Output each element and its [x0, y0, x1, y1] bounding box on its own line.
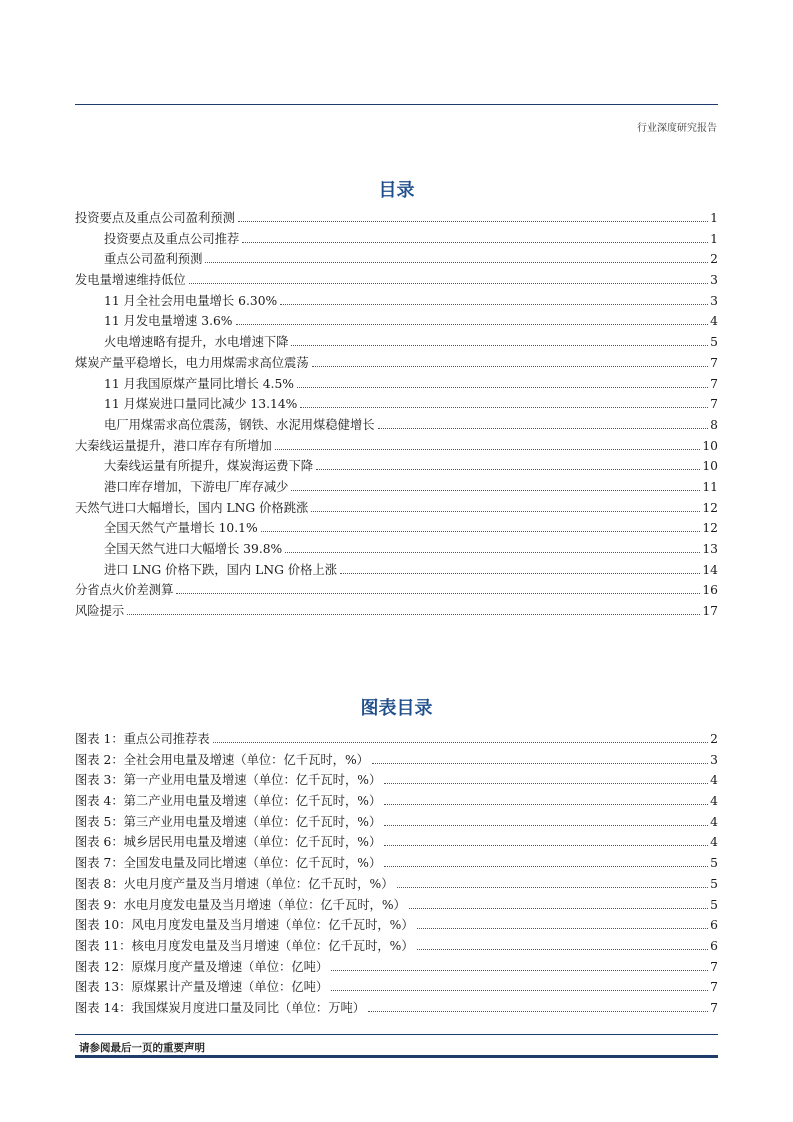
figure-entry[interactable]	[75, 791, 718, 812]
dot-leader	[331, 989, 708, 991]
toc-entry-label: 全国天然气产量增长 10.1%	[104, 521, 258, 536]
toc-entry[interactable]	[75, 436, 718, 457]
dot-leader	[236, 323, 709, 325]
toc-entry[interactable]	[75, 249, 718, 270]
dot-leader	[384, 824, 708, 826]
dot-leader	[384, 782, 708, 784]
disclaimer-note: 请参阅最后一页的重要声明	[79, 1042, 205, 1054]
figure-entry-page-number: 5	[710, 856, 718, 871]
dot-leader	[291, 489, 700, 491]
toc-entry-page-number: 10	[702, 438, 718, 453]
figure-entry-page-number: 7	[710, 980, 718, 995]
toc-entry[interactable]	[75, 353, 718, 374]
toc-entry[interactable]	[75, 229, 718, 250]
toc-entry[interactable]	[75, 374, 718, 395]
toc-entry-page-number: 1	[710, 231, 718, 246]
toc-heading: 目录	[378, 180, 415, 201]
dot-leader	[417, 948, 708, 950]
toc-entry-page-number: 2	[710, 252, 718, 267]
dot-leader	[384, 865, 708, 867]
toc-entry-page-number: 3	[710, 273, 718, 288]
toc-entry-page-number: 1	[710, 211, 718, 225]
dot-leader	[238, 220, 708, 222]
toc-entry-label: 重点公司盈利预测	[104, 252, 203, 267]
figure-entry[interactable]	[75, 936, 718, 957]
dot-leader	[331, 969, 708, 971]
dot-leader	[285, 551, 700, 553]
toc-entry-label: 天然气进口大幅增长，国内 LNG 价格跳涨	[75, 500, 309, 515]
toc-entry-page-number: 17	[702, 604, 718, 619]
figure-entry[interactable]	[75, 770, 718, 791]
figure-entry-page-number: 6	[710, 938, 718, 953]
toc-entry-label: 风险提示	[75, 604, 125, 619]
toc-entry[interactable]	[75, 518, 718, 539]
toc-entry-page-number: 14	[702, 562, 718, 577]
toc-entry-label: 11 月发电量增速 3.6%	[104, 314, 233, 329]
toc-entry[interactable]	[75, 415, 718, 436]
figure-entry-page-number: 4	[710, 814, 718, 829]
figure-entry-label: 图表 13：原煤累计产量及增速（单位：亿吨）	[75, 980, 329, 995]
footer-thick-rule	[75, 1055, 718, 1058]
figure-entry-label: 图表 7：全国发电量及同比增速（单位：亿千瓦时，%）	[75, 856, 382, 871]
toc-entry-page-number: 7	[710, 376, 718, 391]
toc-entry[interactable]	[75, 539, 718, 560]
figure-entry-page-number: 4	[710, 794, 718, 809]
figure-entry-page-number: 6	[710, 918, 718, 933]
figure-entry[interactable]	[75, 750, 718, 771]
figure-entry[interactable]	[75, 895, 718, 916]
toc-entry-label: 进口 LNG 价格下跌，国内 LNG 价格上涨	[104, 562, 337, 577]
dot-leader	[384, 844, 708, 846]
figure-entry-label: 图表 14：我国煤炭月度进口量及同比（单位：万吨）	[75, 1000, 366, 1015]
figure-entry[interactable]	[75, 957, 718, 978]
dot-leader	[213, 741, 708, 743]
figure-entry-label: 图表 8：火电月度产量及当月增速（单位：亿千瓦时，%）	[75, 876, 394, 891]
toc-entry-label: 11 月煤炭进口量同比减少 13.14%	[104, 397, 298, 412]
figure-entry-page-number: 7	[710, 959, 718, 974]
figure-entry-label: 图表 5：第三产业用电量及增速（单位：亿千瓦时，%）	[75, 814, 382, 829]
toc-entry-label: 大秦线运量有所提升，煤炭海运费下降	[104, 459, 314, 474]
toc-entry-page-number: 3	[710, 293, 718, 308]
toc-entry[interactable]	[75, 394, 718, 415]
toc-entry[interactable]	[75, 601, 718, 622]
toc-entry-label: 发电量增速维持低位	[75, 273, 186, 288]
dot-leader	[340, 572, 700, 574]
toc-entry-label: 11 月全社会用电量增长 6.30%	[104, 293, 278, 308]
header-rule	[75, 104, 718, 105]
dot-leader	[409, 907, 708, 909]
footer-rule	[75, 1034, 718, 1035]
toc-entry-page-number: 4	[710, 314, 718, 329]
toc-entry-label: 全国天然气进口大幅增长 39.8%	[104, 542, 283, 556]
dot-leader	[261, 530, 701, 532]
figure-entry-page-number: 7	[710, 1000, 718, 1015]
report-type-label: 行业深度研究报告	[637, 123, 717, 134]
figure-entry-page-number: 4	[710, 773, 718, 788]
figure-entry-label: 图表 4：第二产业用电量及增速（单位：亿千瓦时，%）	[75, 794, 382, 809]
toc-entry-page-number: 5	[710, 335, 718, 350]
dot-leader	[189, 282, 708, 284]
dot-leader	[311, 510, 700, 512]
figure-entry-page-number: 5	[710, 876, 718, 891]
figure-entry-label: 图表 12：原煤月度产量及增速（单位：亿吨）	[75, 959, 329, 974]
toc-entry-label: 投资要点及重点公司推荐	[104, 231, 240, 246]
dot-leader	[417, 927, 708, 929]
toc-entry[interactable]	[75, 270, 718, 291]
toc-entry-label: 电厂用煤需求高位震荡，钢铁、水泥用煤稳健增长	[104, 417, 375, 432]
dot-leader	[242, 241, 708, 243]
toc-entry-label: 大秦线运量提升，港口库存有所增加	[75, 438, 272, 453]
figure-entry[interactable]	[75, 832, 718, 853]
toc-entry-label: 分省点火价差测算	[75, 583, 174, 598]
toc-entry[interactable]	[75, 477, 718, 498]
figure-list	[75, 729, 718, 1019]
toc-entry[interactable]	[75, 208, 718, 229]
figure-entry-label: 图表 9：水电月度发电量及当月增速（单位：亿千瓦时，%）	[75, 897, 406, 912]
toc-entry-label: 煤炭产量平稳增长，电力用煤需求高位震荡	[75, 355, 309, 370]
toc-entry-label: 11 月我国原煤产量同比增长 4.5%	[104, 376, 294, 391]
dot-leader	[378, 427, 708, 429]
dot-leader	[205, 261, 708, 263]
dot-leader	[372, 762, 708, 764]
toc-entry-page-number: 11	[702, 479, 718, 494]
toc-entry-page-number: 7	[710, 355, 718, 370]
figure-entry-page-number: 3	[710, 752, 718, 767]
dot-leader	[300, 406, 708, 408]
toc-entry-label: 投资要点及重点公司盈利预测	[75, 211, 235, 225]
toc-entry-page-number: 10	[702, 459, 718, 474]
dot-leader	[368, 1010, 708, 1012]
dot-leader	[397, 886, 708, 888]
toc-entry-page-number: 16	[702, 583, 718, 598]
figure-entry-page-number: 5	[710, 897, 718, 912]
dot-leader	[176, 592, 700, 594]
toc-entry[interactable]	[75, 456, 718, 477]
figure-entry[interactable]	[75, 853, 718, 874]
toc-entry[interactable]	[75, 332, 718, 353]
figure-entry[interactable]	[75, 874, 718, 895]
figure-entry[interactable]	[75, 915, 718, 936]
toc-entry-page-number: 8	[710, 417, 718, 432]
dot-leader	[384, 803, 708, 805]
dot-leader	[316, 468, 700, 470]
dot-leader	[127, 613, 700, 615]
toc-list	[75, 208, 718, 622]
figure-list-heading: 图表目录	[360, 698, 433, 719]
toc-entry[interactable]	[75, 498, 718, 519]
toc-entry[interactable]	[75, 560, 718, 581]
figure-entry-label: 图表 3：第一产业用电量及增速（单位：亿千瓦时，%）	[75, 773, 382, 788]
figure-entry[interactable]	[75, 729, 718, 750]
toc-entry-label: 火电增速略有提升，水电增速下降	[104, 335, 289, 350]
figure-entry[interactable]	[75, 998, 718, 1019]
figure-entry[interactable]	[75, 812, 718, 833]
figure-entry[interactable]	[75, 977, 718, 998]
toc-entry[interactable]	[75, 311, 718, 332]
dot-leader	[312, 365, 708, 367]
dot-leader	[280, 303, 708, 305]
figure-entry-page-number: 4	[710, 835, 718, 850]
toc-entry-page-number: 13	[702, 542, 718, 556]
dot-leader	[275, 448, 701, 450]
figure-entry-label: 图表 10：风电月度发电量及当月增速（单位：亿千瓦时，%）	[75, 918, 414, 933]
toc-entry[interactable]	[75, 580, 718, 601]
dot-leader	[291, 344, 708, 346]
toc-entry[interactable]	[75, 291, 718, 312]
toc-entry-page-number: 7	[710, 397, 718, 412]
figure-entry-label: 图表 6：城乡居民用电量及增速（单位：亿千瓦时，%）	[75, 835, 382, 850]
figure-entry-label: 图表 1：重点公司推荐表	[75, 732, 210, 746]
figure-entry-page-number: 2	[710, 732, 718, 746]
toc-entry-page-number: 12	[702, 521, 718, 536]
dot-leader	[297, 386, 708, 388]
toc-entry-label: 港口库存增加，下游电厂库存减少	[104, 479, 289, 494]
figure-entry-label: 图表 2：全社会用电量及增速（单位：亿千瓦时，%）	[75, 752, 369, 767]
figure-entry-label: 图表 11：核电月度发电量及当月增速（单位：亿千瓦时，%）	[75, 938, 414, 953]
toc-entry-page-number: 12	[702, 500, 718, 515]
